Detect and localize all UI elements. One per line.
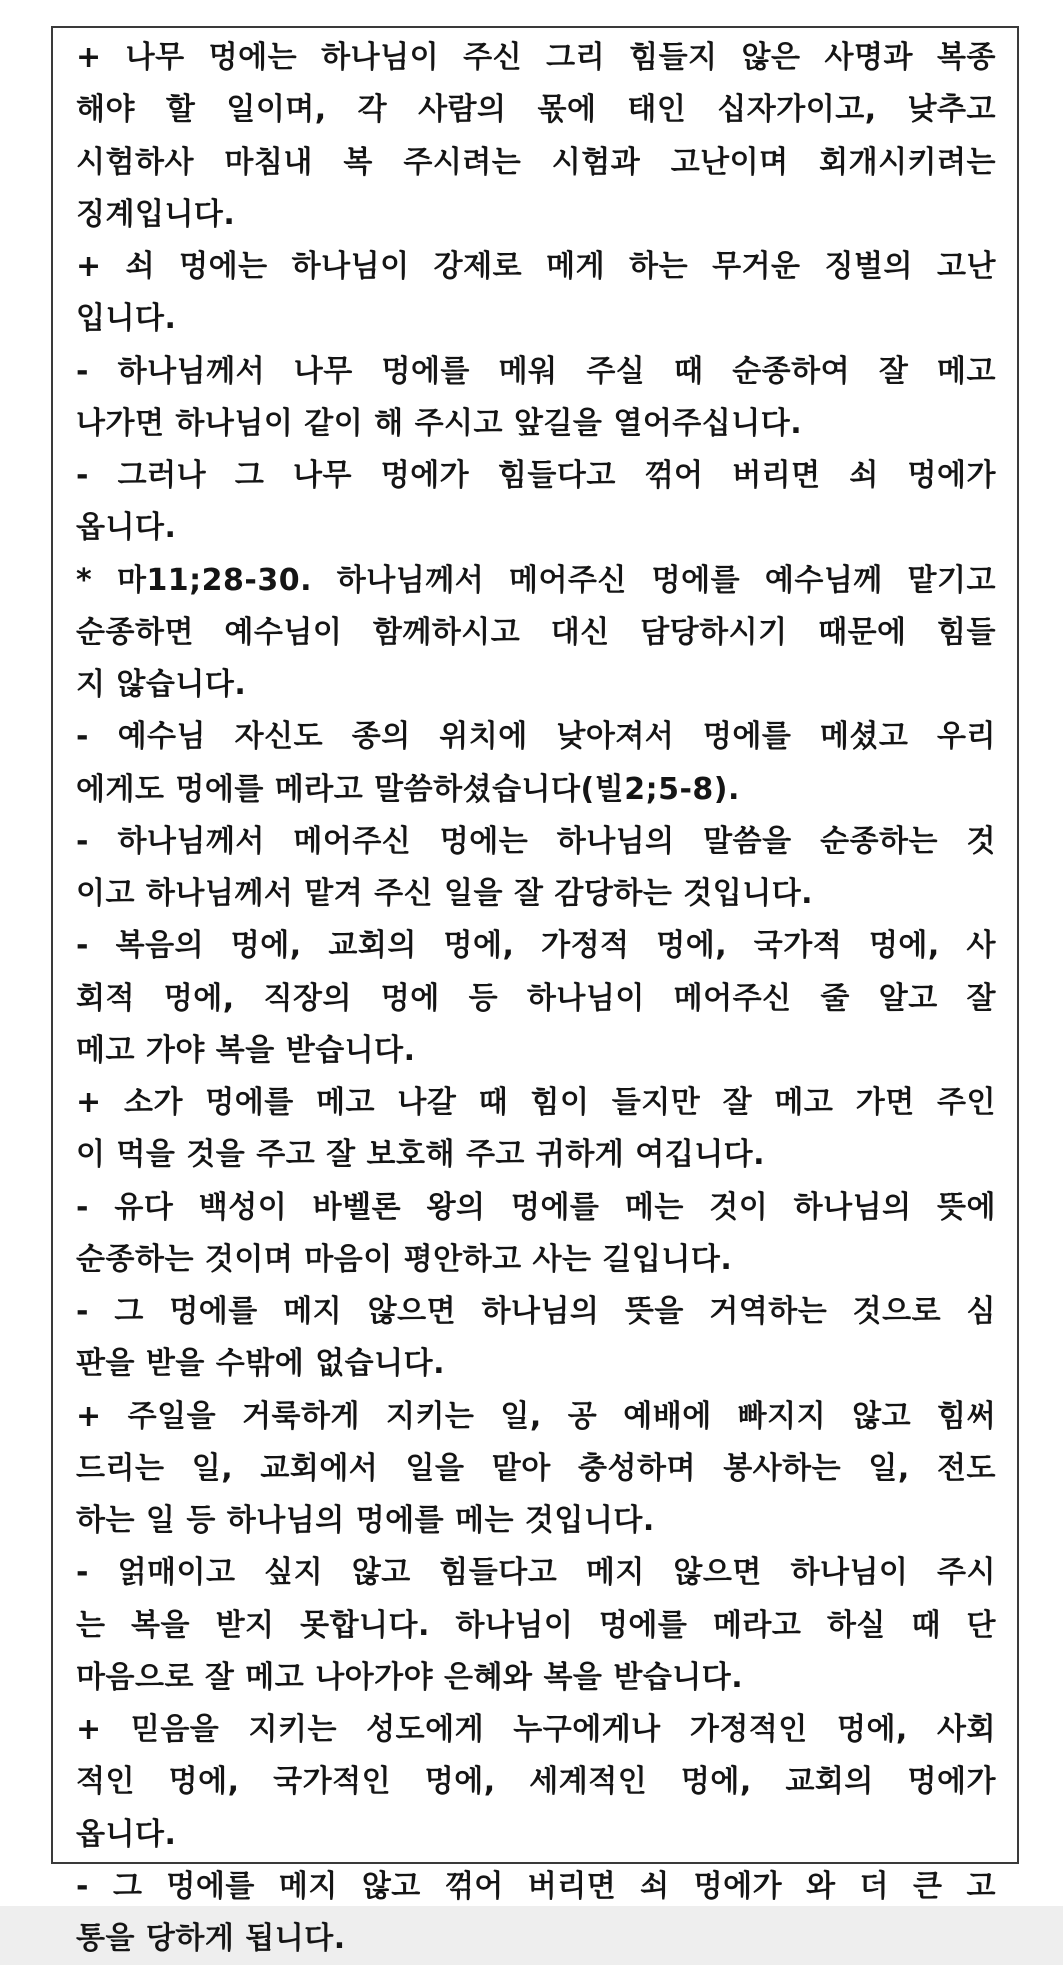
text-line: 마음으로 잘 메고 나아가야 은혜와 복을 받습니다. xyxy=(76,1659,744,1695)
text-line: 는 복을 받지 못합니다. 하나님이 멍에를 메라고 하실 때 단 xyxy=(76,1607,996,1643)
text-line: 이 먹을 것을 주고 잘 보호해 주고 귀하게 여깁니다. xyxy=(76,1137,766,1173)
text-line: 징계입니다. xyxy=(76,196,236,232)
text-line: 나가면 하나님이 같이 해 주시고 앞길을 열어주십니다. xyxy=(76,405,803,441)
text-line: 이고 하나님께서 맡겨 주신 일을 잘 감당하는 것입니다. xyxy=(76,876,814,911)
text-line: 하는 일 등 하나님의 멍에를 메는 것입니다. xyxy=(76,1503,655,1538)
text-line: 순종하는 것이며 마음이 평안하고 사는 길입니다. xyxy=(76,1241,733,1277)
text-line: 적인 멍에, 국가적인 멍에, 세계적인 멍에, 교회의 멍에가 xyxy=(76,1764,996,1800)
text-line: 시험하사 마침내 복 주시려는 시험과 고난이며 회개시키려는 xyxy=(76,144,996,180)
text-line: - 유다 백성이 바벨론 왕의 멍에를 메는 것이 하나님의 뜻에 xyxy=(76,1189,996,1225)
text-line: - 그 멍에를 메지 않으면 하나님의 뜻을 거역하는 것으로 심 xyxy=(76,1294,996,1329)
text-line: 에게도 멍에를 메라고 말씀하셨습니다(빌2;5-8). xyxy=(76,771,740,807)
text-line: - 예수님 자신도 종의 위치에 낮아져서 멍에를 메셨고 우리 xyxy=(76,719,996,755)
text-line: - 하나님께서 나무 멍에를 메워 주실 때 순종하여 잘 메고 xyxy=(76,353,996,389)
text-line: + 소가 멍에를 메고 나갈 때 힘이 들지만 잘 메고 가면 주인 xyxy=(76,1085,996,1120)
text-line: 옵니다. xyxy=(76,1816,177,1852)
text-line: 지 않습니다. xyxy=(76,667,247,702)
text-line: * 마11;28-30. 하나님께서 메어주신 멍에를 예수님께 맡기고 xyxy=(76,562,996,598)
text-line: 입니다. xyxy=(76,301,177,337)
text-line: 해야 할 일이며, 각 사람의 몫에 태인 십자가이고, 낮추고 xyxy=(76,92,996,128)
text-line: 메고 가야 복을 받습니다. xyxy=(76,1032,416,1068)
text-line: + 믿음을 지키는 성도에게 누구에게나 가정적인 멍에, 사회 xyxy=(76,1712,996,1747)
text-line: 판을 받을 수밖에 없습니다. xyxy=(76,1346,446,1382)
text-line: 통을 당하게 됩니다. xyxy=(76,1921,346,1956)
text-line: 옵니다. xyxy=(76,510,177,546)
text-line: 드리는 일, 교회에서 일을 맡아 충성하며 봉사하는 일, 전도 xyxy=(76,1450,996,1486)
text-line: 순종하면 예수님이 함께하시고 대신 담당하시기 때문에 힘들 xyxy=(76,614,996,650)
text-line: - 얽매이고 싶지 않고 힘들다고 메지 않으면 하나님이 주시 xyxy=(76,1555,996,1591)
text-line: - 그러나 그 나무 멍에가 힘들다고 꺾어 버리면 쇠 멍에가 xyxy=(76,458,996,493)
text-line: - 하나님께서 메어주신 멍에는 하나님의 말씀을 순종하는 것 xyxy=(76,823,996,859)
text-line: + 나무 멍에는 하나님이 주신 그리 힘들지 않은 사명과 복종 xyxy=(76,40,996,75)
text-line: + 주일을 거룩하게 지키는 일, 공 예배에 빠지지 않고 힘써 xyxy=(76,1398,996,1434)
text-line: + 쇠 멍에는 하나님이 강제로 메게 하는 무거운 징벌의 고난 xyxy=(76,249,996,284)
text-line: - 복음의 멍에, 교회의 멍에, 가정적 멍에, 국가적 멍에, 사 xyxy=(76,928,996,964)
text-line: - 그 멍에를 메지 않고 꺾어 버리면 쇠 멍에가 와 더 큰 고 xyxy=(76,1868,996,1904)
text-line: 회적 멍에, 직장의 멍에 등 하나님이 메어주신 줄 알고 잘 xyxy=(76,980,996,1016)
document-body xyxy=(76,32,996,1965)
